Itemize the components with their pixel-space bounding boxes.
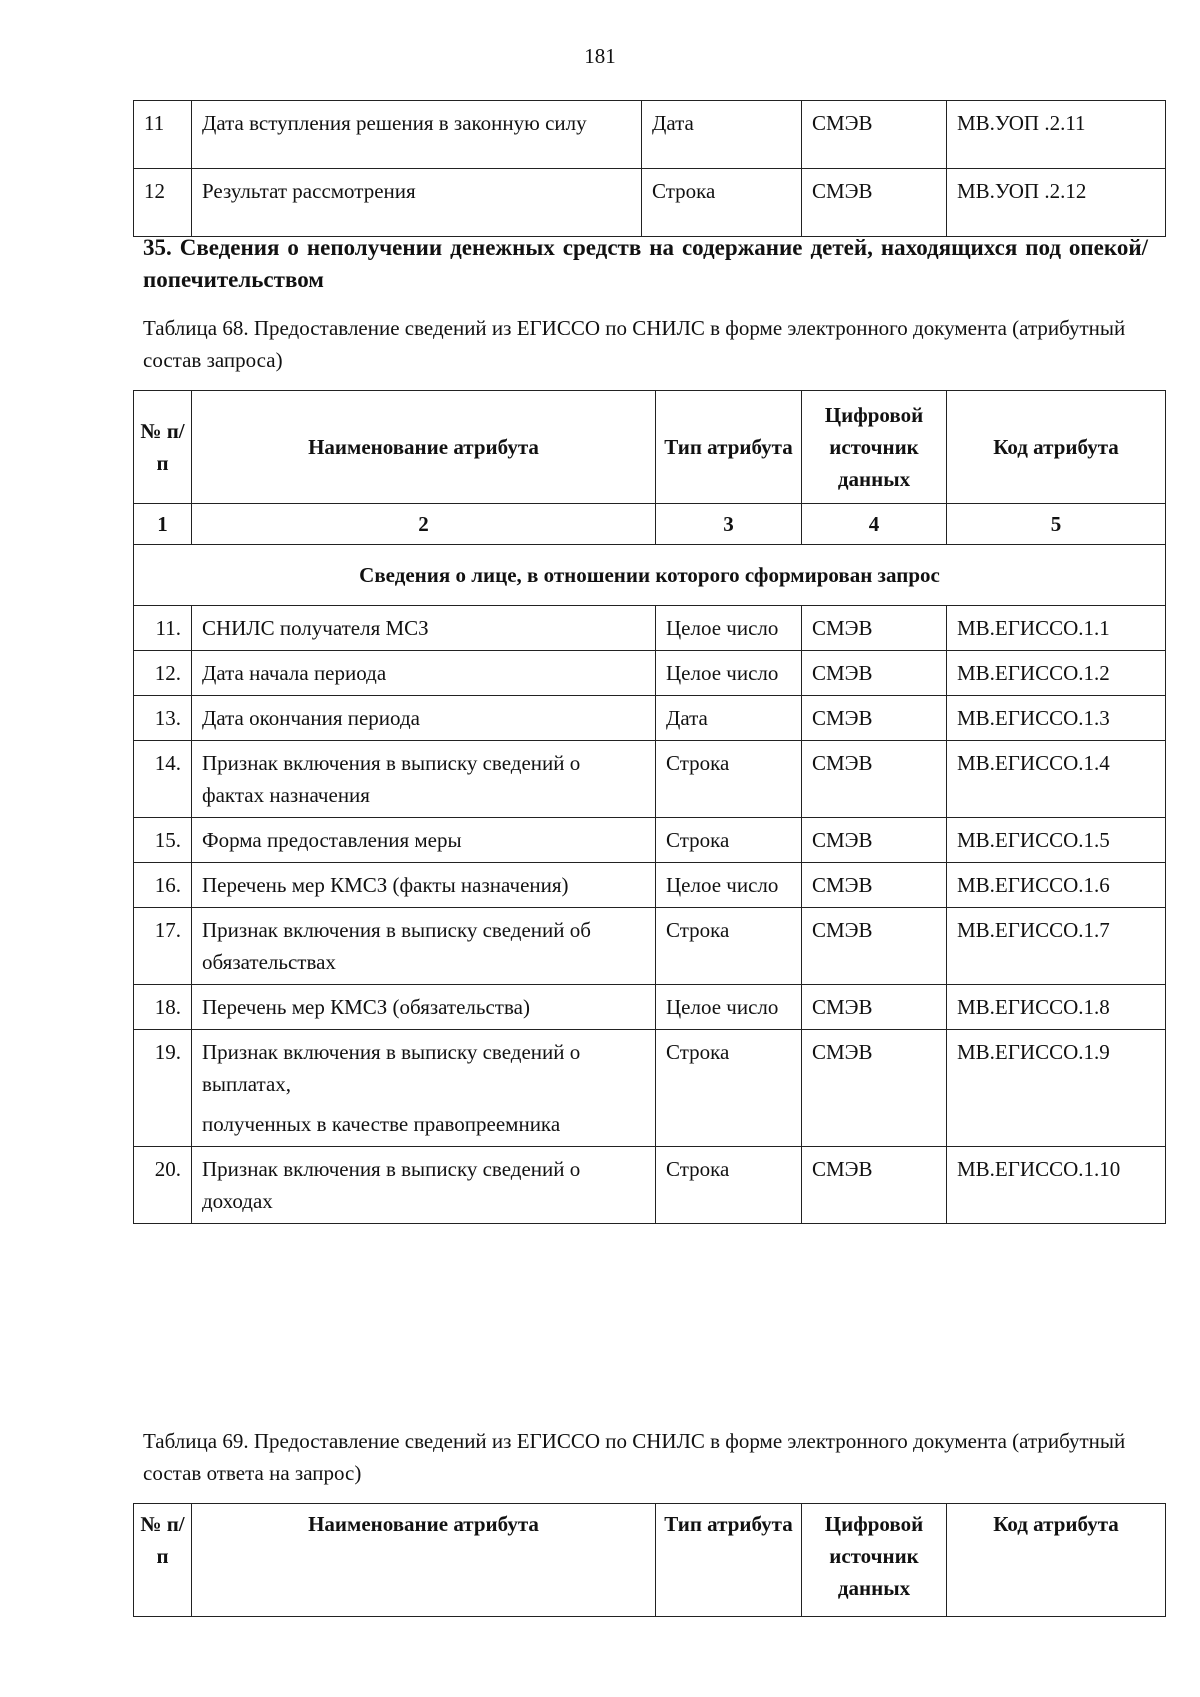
row-number: 12 bbox=[134, 169, 192, 237]
data-source: СМЭВ bbox=[802, 863, 947, 908]
attribute-code: МВ.ЕГИССО.1.3 bbox=[947, 696, 1166, 741]
column-index-row bbox=[134, 504, 1166, 545]
table-row bbox=[134, 818, 1166, 863]
table-row bbox=[134, 908, 1166, 985]
header-name: Наименование атрибута bbox=[192, 391, 656, 504]
data-source: СМЭВ bbox=[802, 985, 947, 1030]
attribute-code: МВ.ЕГИССО.1.1 bbox=[947, 606, 1166, 651]
table-row bbox=[134, 696, 1166, 741]
table-row bbox=[134, 169, 1166, 237]
attribute-type: Целое число bbox=[656, 985, 802, 1030]
attribute-name: Перечень мер КМСЗ (обязательства) bbox=[192, 985, 656, 1030]
attribute-name: Признак включения в выписку сведений о доходах bbox=[192, 1147, 656, 1224]
table-row bbox=[134, 651, 1166, 696]
attribute-type: Дата bbox=[656, 696, 802, 741]
table-69 bbox=[133, 1503, 1166, 1617]
group-title: Сведения о лице, в отношении которого сформирован запрос bbox=[134, 545, 1166, 606]
continuation-table bbox=[133, 100, 1166, 237]
data-source: СМЭВ bbox=[802, 1147, 947, 1224]
attribute-type: Целое число bbox=[656, 606, 802, 651]
row-number: 15. bbox=[134, 818, 192, 863]
table-row bbox=[134, 985, 1166, 1030]
row-number: 18. bbox=[134, 985, 192, 1030]
column-index: 2 bbox=[192, 504, 656, 545]
page-number: 181 bbox=[584, 44, 616, 68]
row-number: 11 bbox=[134, 101, 192, 169]
header-num: № п/п bbox=[134, 1504, 192, 1617]
attribute-code: МВ.ЕГИССО.1.6 bbox=[947, 863, 1166, 908]
attribute-name bbox=[192, 1030, 656, 1147]
column-index: 1 bbox=[134, 504, 192, 545]
data-source: СМЭВ bbox=[802, 908, 947, 985]
data-source: СМЭВ bbox=[802, 169, 947, 237]
section-heading: 35. Сведения о неполучении денежных средств на содержание детей, находящихся под опекой/попечительством bbox=[143, 235, 1148, 292]
attribute-code: МВ.ЕГИССО.1.9 bbox=[947, 1030, 1166, 1147]
table-row bbox=[134, 101, 1166, 169]
header-code: Код атрибута bbox=[947, 391, 1166, 504]
column-index: 4 bbox=[802, 504, 947, 545]
column-index: 5 bbox=[947, 504, 1166, 545]
table-row bbox=[134, 606, 1166, 651]
attribute-code: МВ.УОП .2.11 bbox=[947, 101, 1166, 169]
row-number: 16. bbox=[134, 863, 192, 908]
attribute-name: Дата вступления решения в законную силу bbox=[192, 101, 642, 169]
data-source: СМЭВ bbox=[802, 1030, 947, 1147]
data-source: СМЭВ bbox=[802, 818, 947, 863]
attribute-type: Дата bbox=[642, 101, 802, 169]
attribute-type: Строка bbox=[656, 908, 802, 985]
table-row bbox=[134, 1030, 1166, 1147]
header-source: Цифровой источник данных bbox=[802, 391, 947, 504]
table-69-caption: Таблица 69. Предоставление сведений из ЕГИССО по СНИЛС в форме электронного документа (атрибутный состав ответа на запрос) bbox=[143, 1429, 1126, 1485]
attribute-name: Перечень мер КМСЗ (факты назначения) bbox=[192, 863, 656, 908]
table-row bbox=[134, 863, 1166, 908]
row-number: 13. bbox=[134, 696, 192, 741]
data-source: СМЭВ bbox=[802, 741, 947, 818]
data-source: СМЭВ bbox=[802, 696, 947, 741]
column-index: 3 bbox=[656, 504, 802, 545]
row-number: 19. bbox=[134, 1030, 192, 1147]
attribute-name: Признак включения в выписку сведений о фактах назначения bbox=[192, 741, 656, 818]
data-source: СМЭВ bbox=[802, 101, 947, 169]
attribute-name: Дата окончания периода bbox=[192, 696, 656, 741]
attribute-type: Строка bbox=[656, 741, 802, 818]
row-number: 17. bbox=[134, 908, 192, 985]
header-code: Код атрибута bbox=[947, 1504, 1166, 1617]
data-source: СМЭВ bbox=[802, 606, 947, 651]
table-row bbox=[134, 1147, 1166, 1224]
attribute-code: МВ.ЕГИССО.1.2 bbox=[947, 651, 1166, 696]
attribute-name: Признак включения в выписку сведений об обязательствах bbox=[192, 908, 656, 985]
row-number: 14. bbox=[134, 741, 192, 818]
attribute-code: МВ.УОП .2.12 bbox=[947, 169, 1166, 237]
table-header-row bbox=[134, 391, 1166, 504]
header-name: Наименование атрибута bbox=[192, 1504, 656, 1617]
attribute-name: Форма предоставления меры bbox=[192, 818, 656, 863]
table-68 bbox=[133, 390, 1166, 1224]
attribute-type: Целое число bbox=[656, 863, 802, 908]
row-number: 20. bbox=[134, 1147, 192, 1224]
data-source: СМЭВ bbox=[802, 651, 947, 696]
attribute-name-line: полученных в качестве правопреемника bbox=[202, 1112, 561, 1136]
row-number: 11. bbox=[134, 606, 192, 651]
header-type: Тип атрибута bbox=[656, 1504, 802, 1617]
attribute-type: Строка bbox=[656, 818, 802, 863]
attribute-code: МВ.ЕГИССО.1.8 bbox=[947, 985, 1166, 1030]
row-number: 12. bbox=[134, 651, 192, 696]
header-type: Тип атрибута bbox=[656, 391, 802, 504]
attribute-code: МВ.ЕГИССО.1.4 bbox=[947, 741, 1166, 818]
table-68-caption: Таблица 68. Предоставление сведений из ЕГИССО по СНИЛС в форме электронного документа (атрибутный состав запроса) bbox=[143, 316, 1126, 372]
attribute-type: Строка bbox=[642, 169, 802, 237]
attribute-name: СНИЛС получателя МСЗ bbox=[192, 606, 656, 651]
table-row bbox=[134, 741, 1166, 818]
attribute-name: Дата начала периода bbox=[192, 651, 656, 696]
attribute-type: Целое число bbox=[656, 651, 802, 696]
table-header-row bbox=[134, 1504, 1166, 1617]
attribute-name-line: Признак включения в выписку сведений о выплатах, bbox=[202, 1040, 581, 1096]
attribute-code: МВ.ЕГИССО.1.5 bbox=[947, 818, 1166, 863]
attribute-type: Строка bbox=[656, 1147, 802, 1224]
attribute-name: Результат рассмотрения bbox=[192, 169, 642, 237]
header-source: Цифровой источник данных bbox=[802, 1504, 947, 1617]
header-num: № п/п bbox=[134, 391, 192, 504]
attribute-code: МВ.ЕГИССО.1.10 bbox=[947, 1147, 1166, 1224]
group-title-row bbox=[134, 545, 1166, 606]
attribute-type: Строка bbox=[656, 1030, 802, 1147]
attribute-code: МВ.ЕГИССО.1.7 bbox=[947, 908, 1166, 985]
